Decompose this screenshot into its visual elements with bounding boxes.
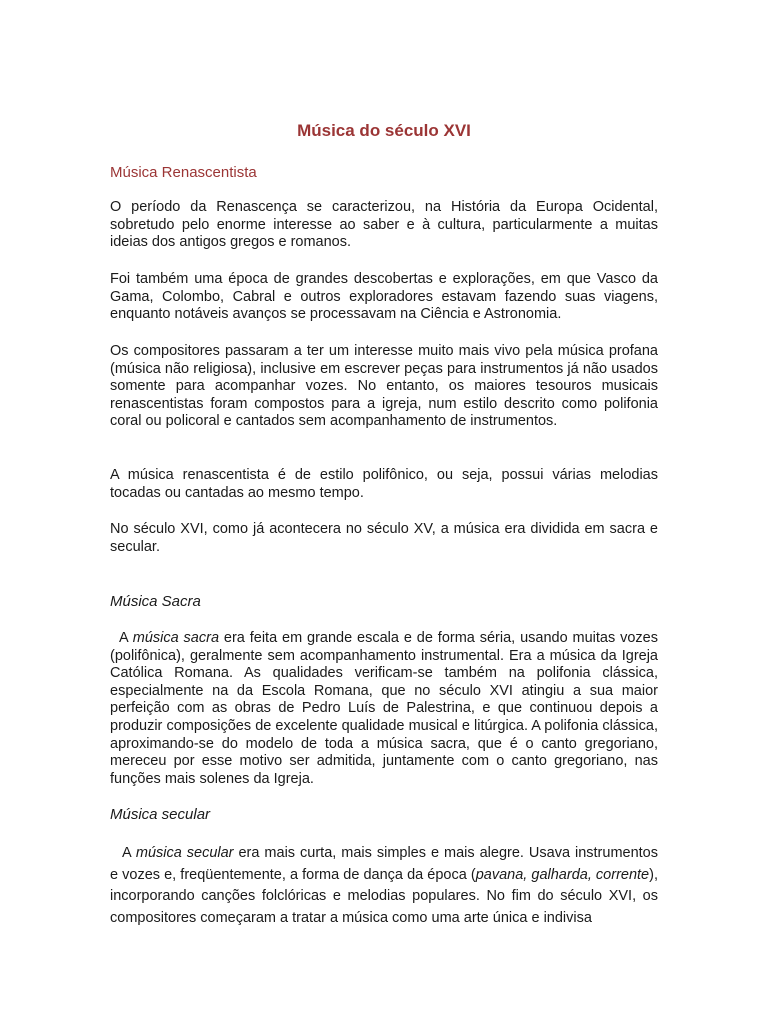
- paragraph-divisao: No século XVI, como já acontecera no século XV, a música era dividida em sacra e secular.: [110, 521, 658, 555]
- paragraph-musica-secular: [110, 843, 658, 929]
- paragraph-descobertas: Foi também uma época de grandes descobertas e explorações, em que Vasco da Gama, Colombo, Cabral e outros exploradores estavam fazendo suas viagens, enquanto notáveis avanços se processavam na Ciência e Astronomia.: [110, 271, 658, 323]
- sacra-term: música sacra: [132, 630, 220, 646]
- paragraph-polifonico: A música renascentista é de estilo polifônico, ou seja, possui várias melodias tocadas ou cantadas ao mesmo tempo.: [110, 467, 658, 501]
- secular-dances: pavana, galharda, corrente: [475, 866, 650, 883]
- section-subtitle: Música Renascentista: [110, 164, 257, 181]
- secular-term: música secular: [135, 845, 234, 861]
- sacra-text: era feita em grande escala e de forma séria, usando muitas vozes (polifônica), geralmente sem acompanhamento instrumental. Era a música da Igreja Católica Romana. As qualidades verificam-se também na polifonia clássica, especialmente na da Escola Romana, que no século XVI atingiu a sua maior perfeição com as obras de Pedro Luís de Palestrina, e que continuou depois a produzir composições de excelente qualidade musical e litúrgica. A polifonia clássica, aproximando-se do modelo de toda a música sacra, que é o canto gregoriano, mereceu por esse motivo ser admitida, juntamente com o canto gregoriano, nas funções mais solenes da Igreja.: [110, 630, 658, 787]
- secular-lead: A: [122, 845, 136, 861]
- paragraph-musica-sacra: [110, 630, 658, 788]
- sacra-lead: A: [119, 630, 133, 646]
- paragraph-renascenca: O período da Renascença se caracterizou, na História da Europa Ocidental, sobretudo pelo enorme interesse ao saber e à cultura, particularmente a muitas ideias dos antigos gregos e romanos.: [110, 199, 658, 251]
- heading-musica-secular: Música secular: [110, 806, 211, 823]
- paragraph-compositores: Os compositores passaram a ter um interesse muito mais vivo pela música profana (música não religiosa), inclusive em escrever peças para instrumentos já não usados somente para acompanhar vozes. No entanto, os maiores tesouros musicais renascentistas foram compostos para a igreja, num estilo descrito como polifonia coral ou policoral e cantados sem acompanhamento de instrumentos.: [110, 343, 658, 430]
- heading-musica-sacra: Música Sacra: [110, 593, 201, 610]
- document-page: [110, 0, 658, 1024]
- secular-text-1: era mais curta, mais simples e mais alegre. Usava instrumentos e vozes e, freqüentemente, a forma de dança da época (: [110, 845, 659, 883]
- page-title: Música do século XVI: [297, 121, 471, 140]
- secular-text-2: ), incorporando canções folclóricas e melodias populares. No fim do século XVI, os compositores começaram a tratar a música como uma arte única e indivisa: [110, 866, 658, 926]
